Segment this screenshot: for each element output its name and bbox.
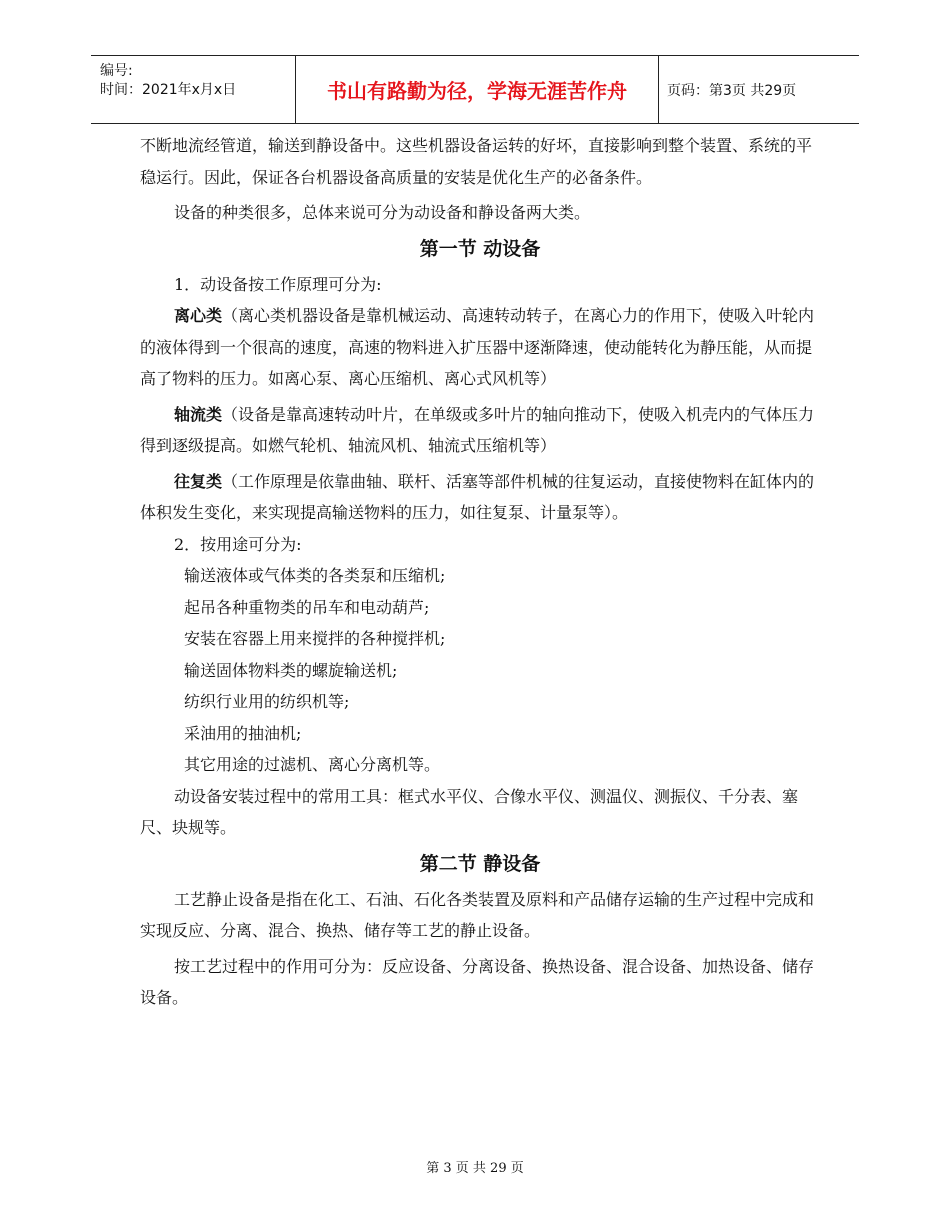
page-footer: 第 3 页 共 29 页 [426, 1161, 524, 1176]
reciprocating-text: （工作原理是依靠曲轴、联杆、活塞等部件机械的往复运动，直接使物料在缸体内的体积发生变化，来实现提高输送物料的压力，如往复泵、计量泵等）。 [140, 471, 815, 522]
use-item: 输送液体或气体类的各类泵和压缩机; [184, 566, 446, 585]
header-table [91, 55, 859, 124]
header-page-info: 页码：第3页 共29页 [667, 82, 797, 99]
centrifugal-text: （离心类机器设备是靠机械运动、高速转动转子，在离心力的作用下，使吸入叶轮内的液体得到一个很高的速度，高速的物料进入扩压器中逐渐降速，使动能转化为静压能，从而提高了物料的压力。如离心泵、离心压缩机、离心式风机等） [140, 306, 815, 388]
use-item: 输送固体物料类的螺旋输送机; [184, 660, 398, 680]
header-meta [91, 56, 295, 123]
reciprocating-term: 往复类 [174, 471, 223, 491]
use-item: 纺织行业用的纺织机等; [184, 692, 350, 711]
use-item: 起吊各种重物类的吊车和电动葫芦; [184, 597, 430, 617]
header-motto: 书山有路勤为径，学海无涯苦作舟 [295, 56, 659, 123]
number-label: 编号: [100, 63, 133, 79]
intro-paragraph-1: 不断地流经管道，输送到静设备中。这些机器设备运转的好坏，直接影响到整个装置、系统的平稳运行。因此，保证各台机器设备高质量的安装是优化生产的必备条件。 [140, 136, 813, 187]
document-body [140, 130, 820, 1014]
time-label: 时间：2021年x月x日 [100, 82, 237, 98]
reciprocating-paragraph [140, 466, 820, 529]
use-item: 其它用途的过滤机、离心分离机等。 [184, 755, 441, 774]
s1-point-1: 1．动设备按工作原理可分为: [174, 274, 382, 294]
section-2-title: 第二节 静设备 [419, 852, 541, 875]
axial-paragraph [140, 399, 820, 462]
centrifugal-paragraph [140, 300, 820, 395]
use-item: 安装在容器上用来搅拌的各种搅拌机; [184, 629, 446, 648]
axial-term: 轴流类 [174, 404, 223, 424]
section-1-title: 第一节 动设备 [419, 237, 541, 260]
axial-text: （设备是靠高速转动叶片，在单级或多叶片的轴向推动下，使吸入机壳内的气体压力得到逐级提高。如燃气轮机、轴流风机、轴流式压缩机等） [140, 404, 815, 455]
s1-point-2: 2．按用途可分为: [174, 534, 302, 554]
use-item: 采油用的抽油机; [184, 723, 302, 743]
s2-paragraph-2: 按工艺过程中的作用可分为：反应设备、分离设备、换热设备、混合设备、加热设备、储存设备。 [140, 956, 815, 1007]
intro-paragraph-2: 设备的种类很多，总体来说可分为动设备和静设备两大类。 [174, 203, 591, 222]
s2-paragraph-1: 工艺静止设备是指在化工、石油、石化各类装置及原料和产品储存运输的生产过程中完成和实现反应、分离、混合、换热、储存等工艺的静止设备。 [140, 889, 815, 940]
centrifugal-term: 离心类 [174, 306, 223, 325]
tools-paragraph: 动设备安装过程中的常用工具：框式水平仪、合像水平仪、测温仪、测振仪、千分表、塞尺、块规等。 [140, 786, 799, 837]
